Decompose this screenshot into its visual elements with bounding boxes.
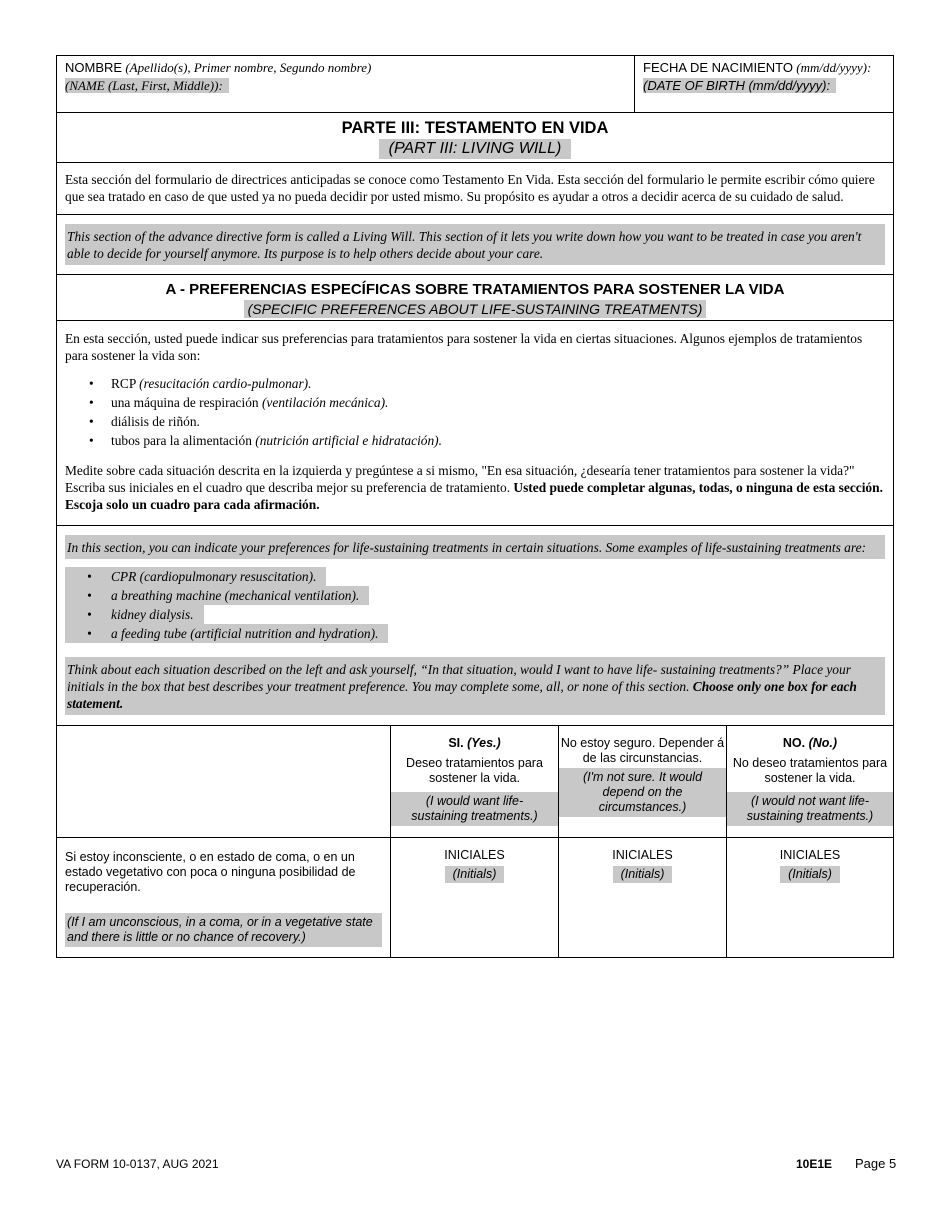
intro-en-block <box>57 215 893 275</box>
situation-en: (If I am unconscious, in a coma, or in a vegetative state and there is little or no chance of recovery.) <box>65 913 382 947</box>
dob-hint-es: (mm/dd/yyyy): <box>796 60 872 75</box>
header-row <box>57 56 893 113</box>
table-header-row <box>57 726 893 838</box>
initials-no-box[interactable]: INICIALES (Initials) <box>779 848 841 881</box>
situation-cell <box>57 838 391 957</box>
page-number: Page 5 <box>855 1156 897 1171</box>
name-field[interactable] <box>57 56 635 112</box>
table-row <box>57 838 893 957</box>
section-a-es-block <box>57 321 893 526</box>
name-label-en: (NAME (Last, First, Middle)): <box>65 78 229 93</box>
living-will-form <box>56 55 894 958</box>
section-a-intro-en: In this section, you can indicate your preferences for life-sustaining treatments in certain situations. Some examples of life-sustaining treatments are: <box>65 535 885 559</box>
section-a-instructions-es: Medite sobre cada situación descrita en la izquierda y pregúntese a si mismo, "En esa situación, ¿desearía tener tratamientos para sostener la vida?" Escriba sus iniciales en el cuadro que describa mejor su preferencia de tratamiento. Usted puede completar algunas, todas, o ninguna de esta sección. Escoja solo un cuadro para cada afirmación. <box>65 463 883 512</box>
column-header-no: NO. (No.) No deseo tratamientos para sostener la vida. (I would not want life-sustaining treatments.) <box>727 726 893 837</box>
intro-es-text: Esta sección del formulario de directrices anticipadas se conoce como Testamento En Vida. Esta sección del formulario le permite escribir cómo quiere que sea tratado en caso de que usted ya no pueda decidir por usted mismo. Su propósito es ayudar a otros a decidir acerca de su cuidado de salud. <box>65 172 875 204</box>
part-subtitle: (PART III: LIVING WILL) <box>379 139 572 159</box>
dob-label-es: FECHA DE NACIMIENTO <box>643 60 794 75</box>
section-a-title: A - PREFERENCIAS ESPECÍFICAS SOBRE TRATAMIENTOS PARA SOSTENER LA VIDA <box>165 281 785 298</box>
examples-es-list <box>65 374 885 450</box>
part-title-block <box>57 113 893 163</box>
dob-label-en: (DATE OF BIRTH (mm/dd/yyyy): <box>643 78 836 93</box>
situation-es: Si estoy inconsciente, o en estado de coma, o en un estado vegetativo con poca o ninguna posibilidad de recuperación. <box>65 850 356 894</box>
preferences-table <box>57 726 893 957</box>
form-code: 10E1E <box>796 1157 833 1171</box>
list-item: • CPR (cardiopulmonary resuscitation). <box>65 567 885 586</box>
list-item: • RCP (resucitación cardio-pulmonar). <box>111 374 885 393</box>
examples-en-list <box>65 567 885 643</box>
dob-field[interactable] <box>635 56 893 112</box>
name-label-es: NOMBRE <box>65 60 123 75</box>
list-item: • a feeding tube (artificial nutrition and hydration). <box>65 624 885 643</box>
initials-unsure-box[interactable]: INICIALES (Initials) <box>559 838 727 957</box>
column-header-unsure: No estoy seguro. Depender á de las circunstancias. (I'm not sure. It would depend on the circumstances.) <box>559 726 727 837</box>
table-header-blank <box>57 726 391 837</box>
section-a-subtitle: (SPECIFIC PREFERENCES ABOUT LIFE-SUSTAINING TREATMENTS) <box>244 300 707 318</box>
list-item: • diálisis de riñón. <box>111 412 885 431</box>
section-a-intro-es: En esta sección, usted puede indicar sus preferencias para tratamientos para sostener la vida en ciertas situaciones. Algunos ejemplos de tratamientos para sostener la vida son: <box>65 331 863 363</box>
part-title: PARTE III: TESTAMENTO EN VIDA <box>341 119 609 137</box>
column-header-yes: SI. (Yes.) Deseo tratamientos para sostener la vida. (I would want life-sustaining treatments.) <box>391 726 559 837</box>
section-a-en-block <box>57 526 893 726</box>
intro-es-block <box>57 163 893 215</box>
form-id: VA FORM 10-0137, AUG 2021 <box>56 1157 219 1171</box>
section-a-instructions-en: Think about each situation described on the left and ask yourself, “In that situation, would I want to have life- sustaining treatments?” Place your initials in the box that best describes your treatment preference. You may complete some, all, or none of this section. Choose only one box for each statement. <box>65 657 885 715</box>
list-item: • tubos para la alimentación (nutrición artificial e hidratación). <box>111 431 885 450</box>
intro-en-text: This section of the advance directive form is called a Living Will. This section of it lets you write down how you want to be treated in case you aren't able to decide for yourself anymore. Its purpose is to help others decide about your care. <box>65 224 885 265</box>
section-a-title-block <box>57 275 893 321</box>
name-hint-es: (Apellido(s), Primer nombre, Segundo nombre) <box>125 60 372 75</box>
initials-yes-box[interactable]: INICIALES (Initials) <box>391 838 559 957</box>
list-item: • kidney dialysis. <box>65 605 885 624</box>
list-item: • a breathing machine (mechanical ventilation). <box>65 586 885 605</box>
list-item: • una máquina de respiración (ventilación mecánica). <box>111 393 885 412</box>
